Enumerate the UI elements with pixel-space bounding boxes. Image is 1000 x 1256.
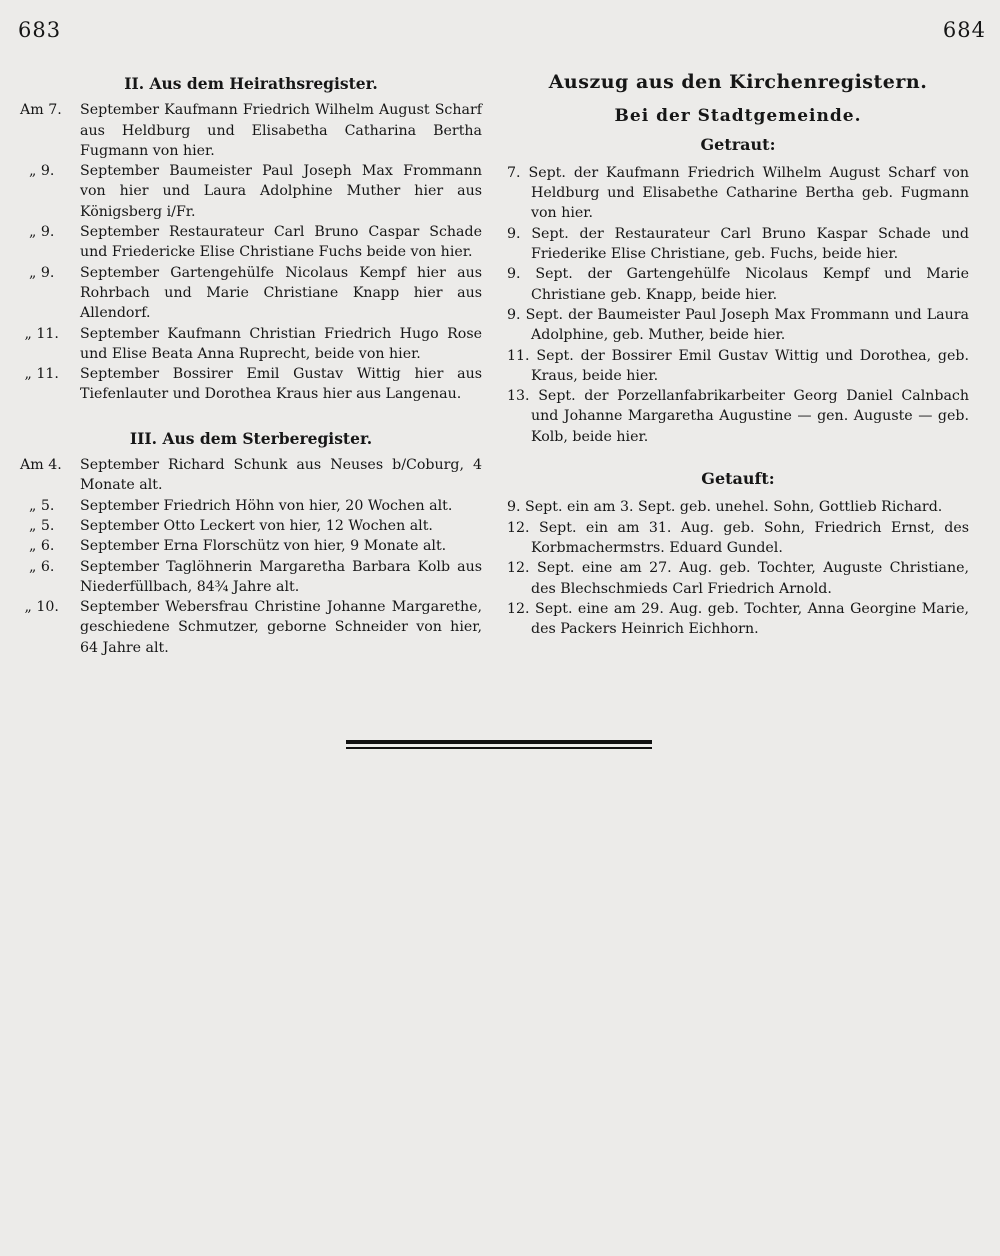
married-entry: 9. Sept. der Restaurateur Carl Bruno Kaspar Schade und Friederike Elise Christiane, geb. Fuchs, beide hier.: [507, 225, 969, 263]
married-entry: 11. Sept. der Bossirer Emil Gustav Wittig und Dorothea, geb. Kraus, beide hier.: [507, 347, 969, 384]
left-column: [20, 74, 482, 658]
baptized-entry: 12. Sept. eine am 29. Aug. geb. Tochter, Anna Georgine Marie, des Packers Heinrich Eichhorn.: [507, 600, 969, 638]
page-number-right: 684: [942, 18, 986, 42]
entry-date: „ 6.: [20, 558, 55, 575]
marriage-entry: [20, 364, 482, 405]
entry-text: September Baumeister Paul Joseph Max Frommann von hier und Laura Adolphine Muther hier aus Königsberg i/Fr.: [80, 163, 482, 220]
entry-date: „ 11.: [20, 366, 59, 383]
death-entry: [20, 496, 482, 516]
entry-date: „ 5.: [20, 517, 55, 534]
entry-text: September Taglöhnerin Margaretha Barbara Kolb aus Niederfüllbach, 84¾ Jahre alt.: [80, 558, 482, 595]
entry-date: „ 9.: [20, 224, 55, 241]
marriage-register-heading: II. Aus dem Heirathsregister.: [124, 74, 378, 93]
entry-text: September Richard Schunk aus Neuses b/Coburg, 4 Monate alt.: [80, 457, 482, 494]
baptized-entry: 9. Sept. ein am 3. Sept. geb. unehel. Sohn, Gottlieb Richard.: [507, 499, 943, 516]
entry-date: Am 7.: [20, 102, 62, 119]
death-entry: [20, 455, 482, 496]
death-entry: [20, 536, 482, 556]
entry-text: September Restaurateur Carl Bruno Caspar Schade und Friedericke Elise Christiane Fuchs beide von hier.: [80, 224, 482, 261]
entry-date: „ 9.: [20, 264, 55, 281]
married-entry: 9. Sept. der Gartengehülfe Nicolaus Kempf und Marie Christiane geb. Knapp, beide hier.: [507, 266, 969, 303]
entry-text: September Otto Leckert von hier, 12 Wochen alt.: [80, 517, 433, 534]
entry-date: „ 10.: [20, 599, 59, 616]
entry-text: September Erna Florschütz von hier, 9 Monate alt.: [80, 538, 447, 555]
entry-text: September Gartengehülfe Nicolaus Kempf hier aus Rohrbach und Marie Christiane Knapp hier aus Allendorf.: [80, 264, 482, 322]
entry-text: September Kaufmann Friedrich Wilhelm August Scharf aus Heldburg und Elisabetha Catharina Bertha Fugmann von hier.: [80, 102, 482, 159]
death-entry: [20, 516, 482, 536]
married-entry: 9. Sept. der Baumeister Paul Joseph Max Frommann und Laura Adolphine, geb. Muther, beide hier.: [507, 306, 969, 344]
marriage-entry: [20, 100, 482, 161]
married-entry: 13. Sept. der Porzellanfabrikarbeiter Georg Daniel Calnbach und Johanne Margaretha Augustine — gen. Auguste — geb. Kolb, beide hier.: [507, 388, 969, 445]
entry-date: „ 5.: [20, 497, 55, 514]
married-list: [507, 163, 969, 447]
marriage-entry: [20, 324, 482, 365]
baptized-entry: 12. Sept. eine am 27. Aug. geb. Tochter, Auguste Christiane, des Blechschmieds Carl Friedrich Arnold.: [507, 560, 969, 597]
entry-date: Am 4.: [20, 457, 62, 474]
baptized-entry: 12. Sept. ein am 31. Aug. geb. Sohn, Friedrich Ernst, des Korbmachermstrs. Eduard Gundel.: [507, 519, 969, 556]
entry-text: September Webersfrau Christine Johanne Margarethe, geschiedene Schmutzer, geborne Schneider von hier, 64 Jahre alt.: [80, 599, 482, 656]
church-register-title: Auszug aus den Kirchenregistern.: [548, 71, 928, 93]
marriage-entry: [20, 161, 482, 222]
parish-subtitle: Bei der Stadtgemeinde.: [614, 106, 862, 127]
married-heading: Getraut:: [700, 134, 776, 154]
page-number-left: 683: [18, 18, 62, 42]
baptized-list: [507, 497, 969, 639]
entry-date: „ 11.: [20, 325, 59, 342]
death-register-heading: III. Aus dem Sterberegister.: [129, 428, 373, 448]
entry-text: September Friedrich Höhn von hier, 20 Wochen alt.: [80, 497, 453, 514]
entry-text: September Kaufmann Christian Friedrich Hugo Rose und Elise Beata Anna Ruprecht, beide von hier.: [80, 325, 482, 362]
death-register-list: [20, 455, 482, 658]
entry-text: September Bossirer Emil Gustav Wittig hier aus Tiefenlauter und Dorothea Kraus hier aus Langenau.: [80, 366, 482, 403]
marriage-entry: [20, 263, 482, 324]
married-entry: 7. Sept. der Kaufmann Friedrich Wilhelm August Scharf von Heldburg und Elisabethe Catharine Bertha geb. Fugmann von hier.: [507, 164, 969, 222]
entry-date: „ 6.: [20, 538, 55, 555]
right-column: [507, 72, 969, 639]
baptized-heading: Getauft:: [701, 469, 775, 489]
marriage-entry: [20, 222, 482, 263]
section-divider-rule: [346, 740, 652, 754]
entry-date: „ 9.: [20, 163, 55, 180]
death-entry: [20, 597, 482, 658]
death-entry: [20, 557, 482, 598]
marriage-register-list: [20, 100, 482, 404]
